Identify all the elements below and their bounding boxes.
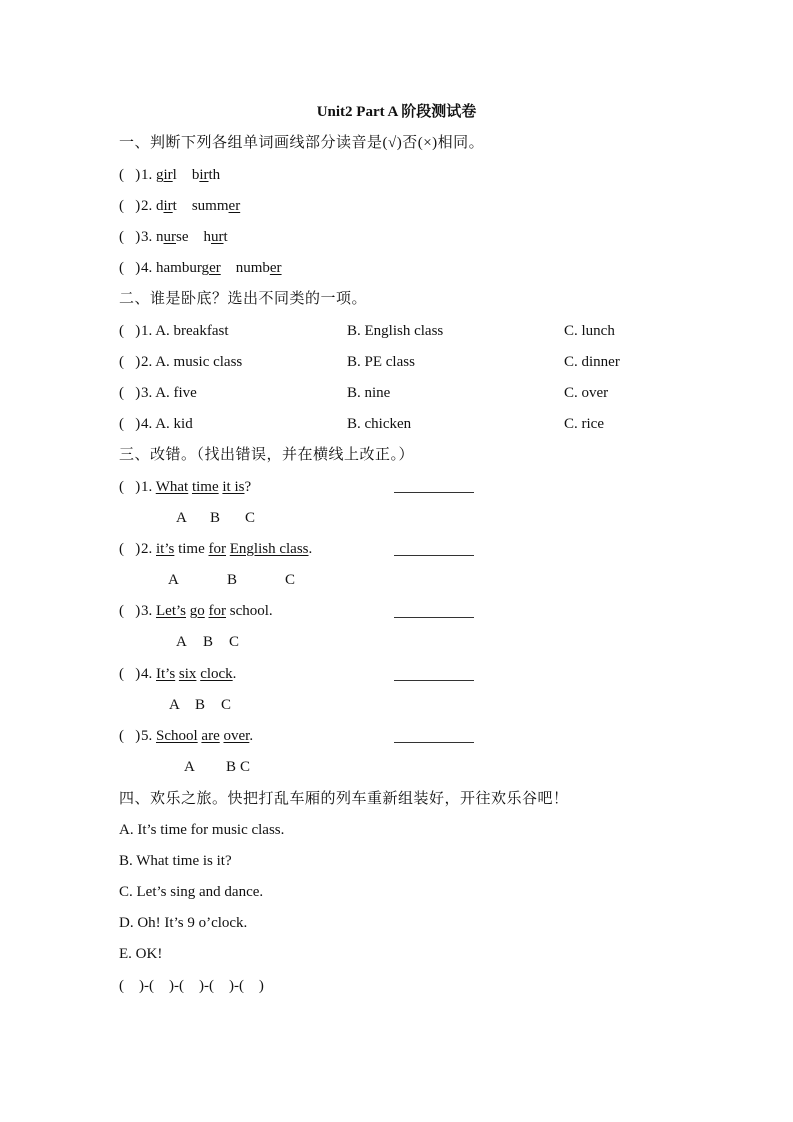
s2-q3-option-b: B. nine bbox=[347, 385, 391, 401]
s4-option-e: E. OK! bbox=[119, 946, 163, 962]
section1-heading: 一、判断下列各组单词画线部分读音是(√)否(×)相同。 bbox=[119, 135, 485, 151]
s4-answer-sequence[interactable]: ( )-( )-( )-( )-( ) bbox=[119, 978, 264, 994]
answer-paren[interactable]: ( ) bbox=[119, 416, 141, 432]
s3-question-5: ( )5. School are over. bbox=[119, 728, 254, 744]
correction-blank-2[interactable] bbox=[394, 555, 474, 556]
answer-paren[interactable]: ( ) bbox=[119, 198, 141, 214]
answer-paren[interactable]: ( ) bbox=[119, 260, 141, 276]
correction-blank-5[interactable] bbox=[394, 742, 474, 743]
s1-question-2: ( )2. dirt summer bbox=[119, 198, 241, 214]
page-title: Unit2 Part A 阶段测试卷 bbox=[316, 104, 477, 120]
s2-q4-option-b: B. chicken bbox=[347, 416, 412, 432]
correction-blank-1[interactable] bbox=[394, 492, 474, 493]
correction-blank-3[interactable] bbox=[394, 617, 474, 618]
s2-q2-option-b: B. PE class bbox=[347, 354, 415, 370]
section4-heading: 四、欢乐之旅。快把打乱车厢的列车重新组装好，开往欢乐谷吧！ bbox=[119, 791, 569, 807]
s4-option-d: D. Oh! It’s 9 o’clock. bbox=[119, 915, 248, 931]
answer-paren[interactable]: ( ) bbox=[119, 323, 141, 339]
s4-option-c: C. Let’s sing and dance. bbox=[119, 884, 264, 900]
section3-heading: 三、改错。（找出错误，并在横线上改正。） bbox=[119, 447, 415, 463]
s1-question-4: ( )4. hamburger number bbox=[119, 260, 282, 276]
answer-paren[interactable]: ( ) bbox=[119, 479, 141, 495]
s2-question-3: ( )3. A. five bbox=[119, 385, 197, 401]
s1-question-1: ( )1. girl birth bbox=[119, 167, 221, 183]
answer-paren[interactable]: ( ) bbox=[119, 728, 141, 744]
s4-option-a: A. It’s time for music class. bbox=[119, 822, 285, 838]
s3-question-3: ( )3. Let’s go for school. bbox=[119, 603, 273, 619]
answer-paren[interactable]: ( ) bbox=[119, 541, 141, 557]
s2-q2-option-c: C. dinner bbox=[564, 354, 620, 370]
s2-question-2: ( )2. A. music class bbox=[119, 354, 243, 370]
correction-blank-4[interactable] bbox=[394, 680, 474, 681]
answer-paren[interactable]: ( ) bbox=[119, 167, 141, 183]
section2-heading: 二、谁是卧底？选出不同类的一项。 bbox=[119, 291, 368, 307]
answer-paren[interactable]: ( ) bbox=[119, 603, 141, 619]
s3-question-2: ( )2. it’s time for English class. bbox=[119, 541, 313, 557]
s4-option-b: B. What time is it? bbox=[119, 853, 232, 869]
s2-q1-option-b: B. English class bbox=[347, 323, 444, 339]
s2-q4-option-c: C. rice bbox=[564, 416, 604, 432]
s3-question-4: ( )4. It’s six clock. bbox=[119, 666, 237, 682]
answer-paren[interactable]: ( ) bbox=[119, 666, 141, 682]
answer-paren[interactable]: ( ) bbox=[119, 354, 141, 370]
answer-paren[interactable]: ( ) bbox=[119, 385, 141, 401]
s1-question-3: ( )3. nurse hurt bbox=[119, 229, 228, 245]
s2-question-4: ( )4. A. kid bbox=[119, 416, 193, 432]
answer-paren[interactable]: ( ) bbox=[119, 229, 141, 245]
s2-q1-option-c: C. lunch bbox=[564, 323, 615, 339]
s3-question-1: ( )1. What time it is? bbox=[119, 479, 252, 495]
s2-q3-option-c: C. over bbox=[564, 385, 609, 401]
s2-question-1: ( )1. A. breakfast bbox=[119, 323, 229, 339]
